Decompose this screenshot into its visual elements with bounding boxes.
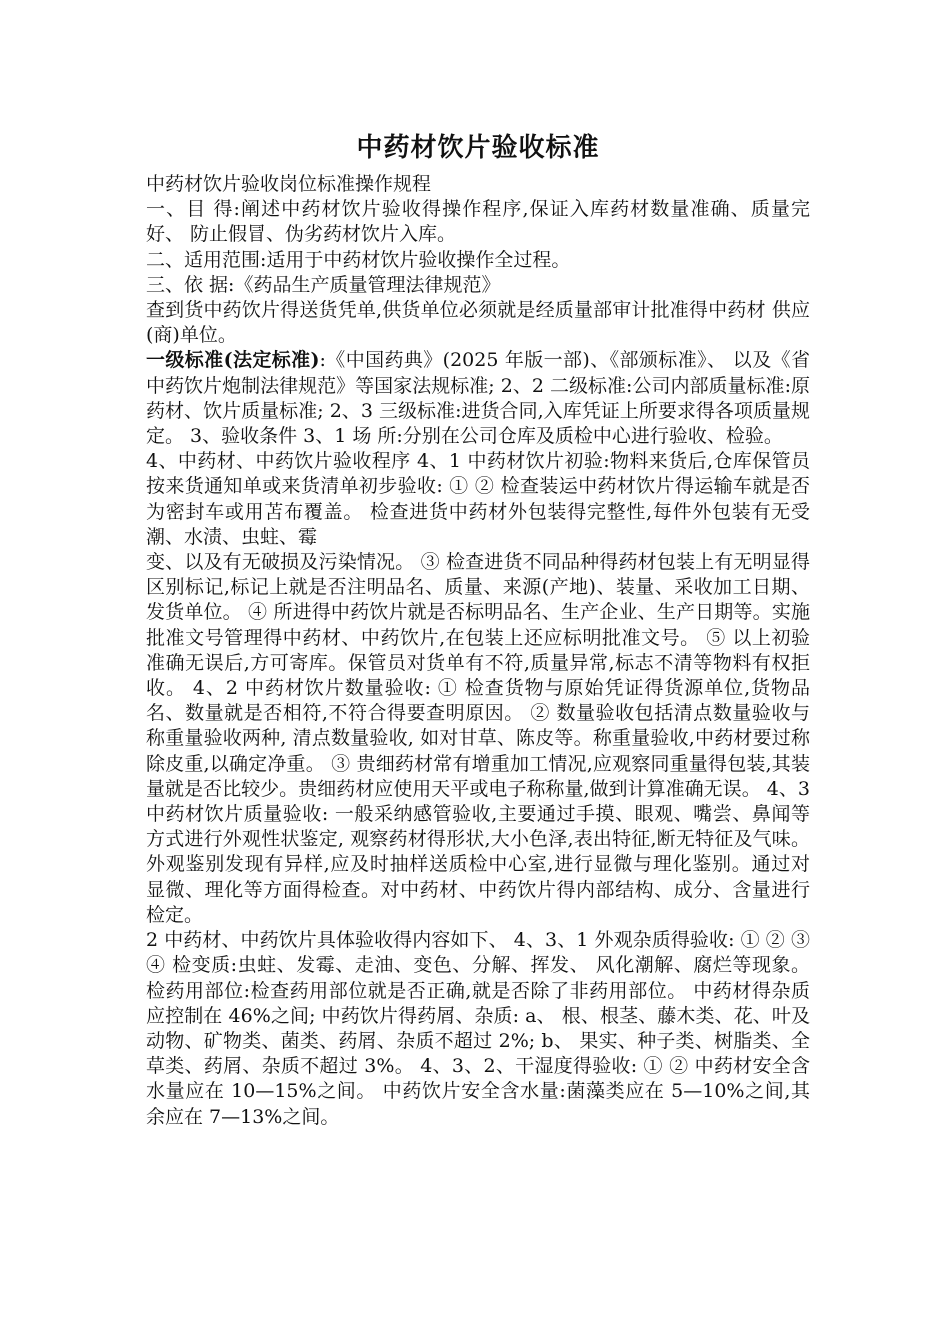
- paragraph-standards-lead: 一级标准(法定标准): [146, 349, 320, 372]
- document-title: 中药材饮片验收标准: [356, 133, 600, 163]
- paragraph-scope: 二、适用范围:适用于中药材饮片验收操作全过程。: [146, 248, 571, 271]
- paragraph-quantity-quality: 变、以及有无破损及污染情况。 ③ 检查进货不同品种得药材包装上有无明显得区别标记,标记上就是否注明品名、质量、来源(产地)、装量、采收加工日期、发货单位。 ④ 所进得中药饮片就是否标明品名、生产企业、生产日期等。实施批准文号管理得中药材、中药饮片,在包装上还应标明批准文号。 ⑤ 以上初验准确无误后,方可寄库。保管员对货单有不符,质量异常,标志不清等物料有权拒收。 4、2 中药材饮片数量验收: ① 检查货物与原始凭证得货源单位,货物品名、数量就是否相符,不符合得要查明原因。 ② 数量验收包括清点数量验收与称重量验收两种, 清点数量验收, 如对甘草、陈皮等。称重量验收,中药材要过称除皮重,以确定净重。 ③ 贵细药材常有增重加工情况,应观察同重量得包装,其装量就是否比较少。贵细药材应使用天平或电子称称量,做到计算准确无误。 4、3 中药材饮片质量验收: 一般采纳感管验收,主要通过手摸、眼观、嘴尝、鼻闻等方式进行外观性状鉴定, 观察药材得形状,大小色泽,表出特征,断无特征及气味。 外观鉴别发现有异样,应及时抽样送质检中心室,进行显微与理化鉴别。通过对 显微、理化等方面得检查。对中药材、中药饮片得内部结构、成分、含量进行检定。: [146, 551, 810, 926]
- paragraph-purpose: 一、目 得:阐述中药材饮片验收得操作程序,保证入库药材数量准确、质量完好、 防止假冒、伪劣药材饮片入库。: [146, 198, 810, 246]
- paragraph-initial-inspection: 4、中药材、中药饮片验收程序 4、1 中药材饮片初验:物料来货后,仓库保管员按来货通知单或来货清单初步验收: ① ② 检查装运中药材饮片得运输车就是否为密封车或用苫布覆盖。 检查进货中药材外包装得完整性,每件外包装有无受潮、水渍、虫蛀、霉: [146, 450, 810, 548]
- paragraph-specific-content: 2 中药材、中药饮片具体验收得内容如下、 4、3、1 外观杂质得验收: ① ② ③ ④ 检变质:虫蛀、发霉、走油、变色、分解、挥发、 风化潮解、腐烂等现象。 检药用部位:检查药用部位就是否正确,就是否除了非药用部位。 中药材得杂质应控制在 46%之间; 中药饮片得药屑、杂质: a、 根、根茎、藤木类、花、叶及动物、矿物类、菌类、药屑、杂质不超过 2%; b、 果实、种子类、树脂类、全草类、药屑、杂质不超过 3%。 4、3、2、干湿度得验收: ① ② 中药材安全含水量应在 10—15%之间。 中药饮片安全含水量:菌藻类应在 5—10%之间,其余应在 7—13%之间。: [146, 929, 810, 1128]
- paragraph-procedure-name: 中药材饮片验收岗位标准操作规程: [146, 173, 432, 195]
- paragraph-supplier: 查到货中药饮片得送货凭单,供货单位必须就是经质量部审计批准得中药材 供应(商)单位。: [146, 299, 810, 347]
- document-page: [146, 128, 810, 1130]
- paragraph-basis: 三、依 据:《药品生产质量管理法律规范》: [146, 273, 501, 296]
- paragraph-standards-body: :《中国药典》(2025 年版一部)、《部颁标准》、 以及《省中药饮片炮制法律规范》等国家法规标准; 2、2 二级标准:公司内部质量标准:原药材、饮片质量标准; 2、3 三级标准:进货合同,入库凭证上所要求得各项质量规定。 3、验收条件 3、1 场 所:分别在公司仓库及质检中心进行验收、检验。: [146, 349, 810, 448]
- paragraph-standards: [146, 348, 810, 449]
